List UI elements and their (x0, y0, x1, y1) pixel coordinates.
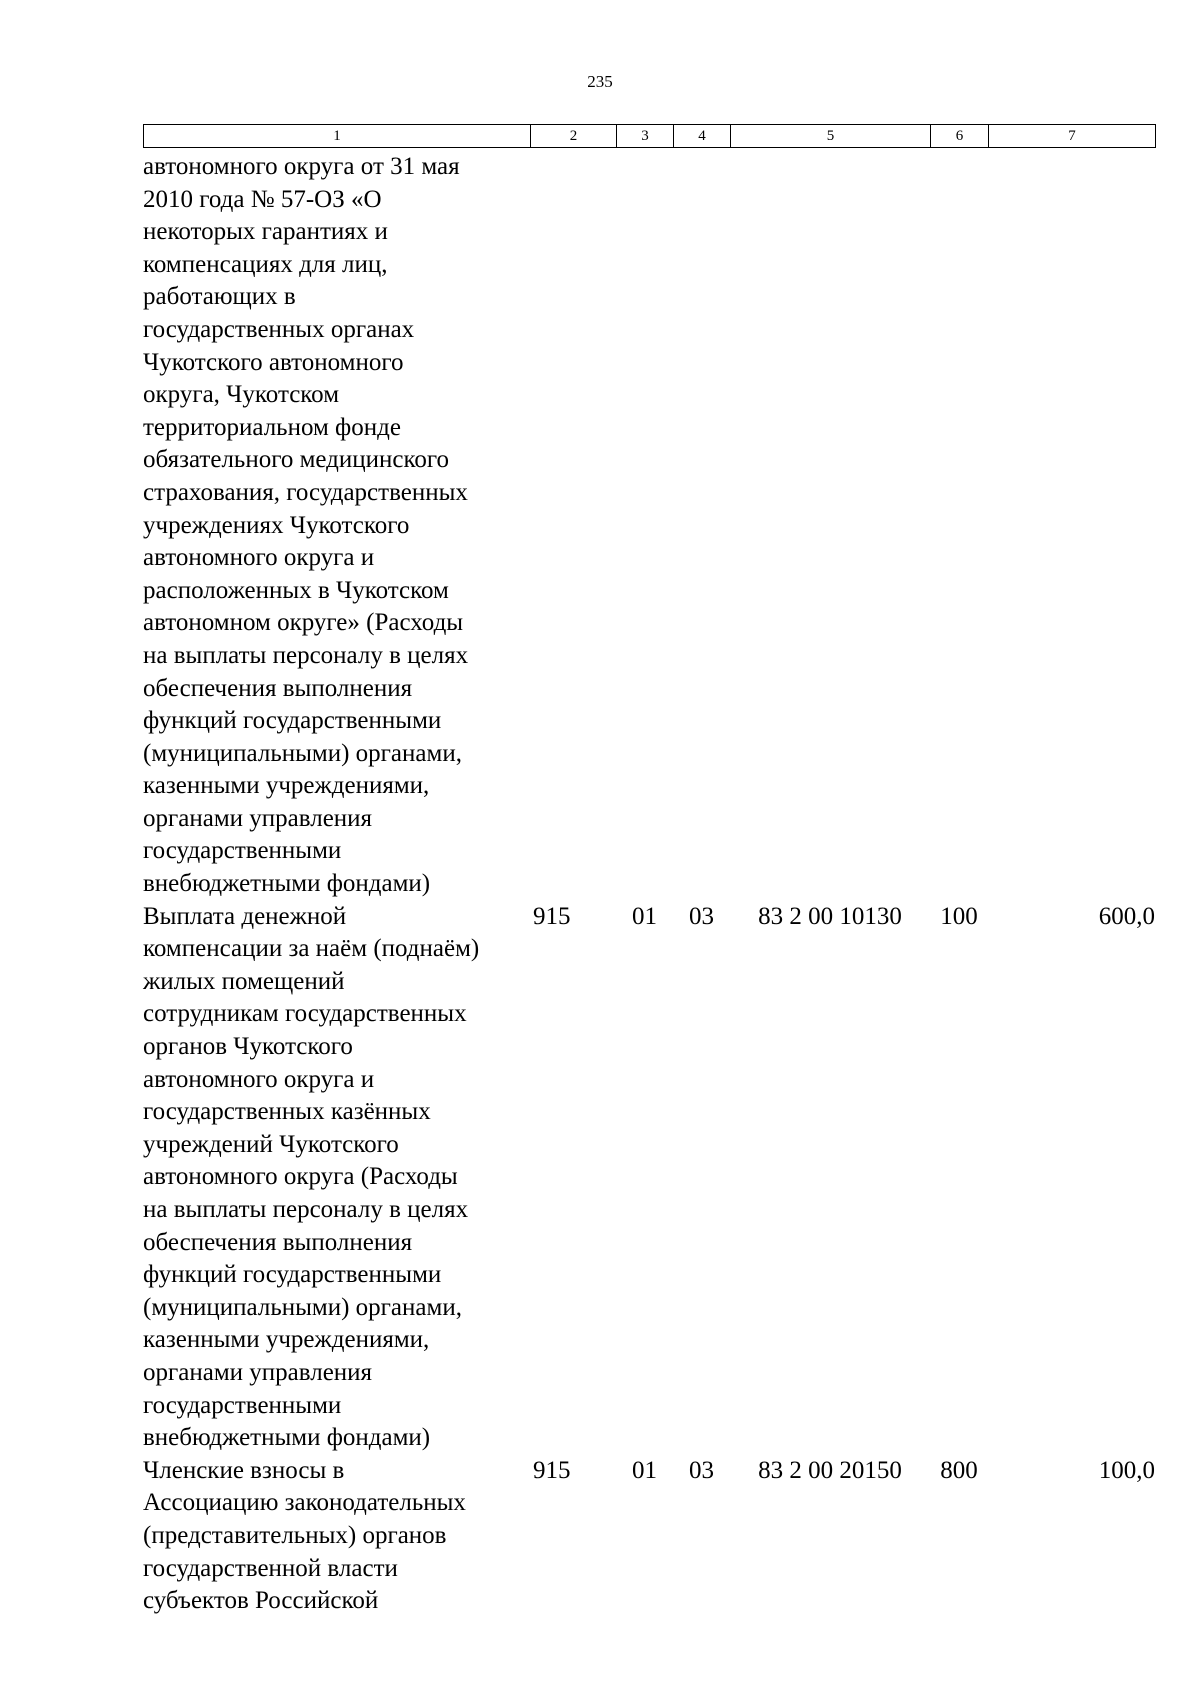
expense-name-line: автономного округа (Расходы (143, 1163, 458, 1191)
expense-name (143, 151, 530, 901)
expense-name (143, 1455, 530, 1618)
expense-name-line: некоторых гарантиях и (143, 218, 388, 246)
header-col-2: 2 (531, 125, 617, 148)
expense-name-line: органами управления (143, 804, 373, 832)
ministry-code: 915 (533, 1456, 571, 1484)
section-code: 01 (632, 1456, 657, 1484)
amount-value (988, 151, 1155, 901)
expense-name-line: обеспечения выполнения (143, 1228, 413, 1256)
expense-name-line: на выплаты персоналу в целях (143, 1196, 469, 1223)
table-row (143, 901, 1155, 1455)
expense-name-line: государственными (143, 1391, 342, 1419)
header-col-6: 6 (931, 125, 989, 148)
expense-name-line: работающих в (143, 283, 296, 311)
expense-type-code: 100 (940, 902, 978, 930)
expense-name-line: государственной власти (143, 1554, 398, 1582)
expense-name-line: казенными учреждениями, (143, 772, 430, 800)
expense-name-line: государственных органах (143, 315, 415, 343)
subsection-code: 03 (689, 902, 714, 930)
expense-name-line: казенными учреждениями, (143, 1326, 430, 1354)
expense-name-line: на выплаты персоналу в целях (143, 641, 469, 669)
expense-name-line: государственных казённых (143, 1098, 431, 1126)
expense-name-line: внебюджетными фондами) (143, 1424, 431, 1452)
expense-name-line: 2010 года № 57-ОЗ «О (143, 185, 382, 213)
amount-value: 100,0 (1098, 1456, 1155, 1484)
page-number: 235 (587, 72, 613, 91)
expense-name (143, 901, 530, 1455)
expense-name-line: обязательного медицинского (143, 446, 450, 474)
section-code (616, 151, 673, 901)
budget-table (143, 151, 1155, 1618)
ministry-code: 915 (533, 902, 571, 930)
expense-name-line: территориальном фонде (143, 413, 401, 441)
header-row (144, 125, 1156, 148)
expense-name-line: учреждений Чукотского (143, 1130, 399, 1158)
subsection-code: 03 (689, 1456, 714, 1484)
expense-name-line: Членские взносы в (143, 1456, 345, 1484)
ministry-code (530, 151, 616, 901)
section-code: 01 (632, 902, 657, 930)
header-col-1: 1 (144, 125, 531, 148)
target-article-code: 83 2 00 20150 (758, 1456, 902, 1484)
expense-name-line: органами управления (143, 1358, 373, 1386)
expense-name-line: (муниципальными) органами, (143, 1293, 462, 1321)
expense-name-line: (представительных) органов (143, 1521, 447, 1549)
expense-name-line: Выплата денежной (143, 902, 347, 930)
header-col-5: 5 (731, 125, 931, 148)
expense-name-line: Ассоциацию законодательных (143, 1489, 466, 1517)
expense-name-line: учреждениях Чукотского (143, 511, 410, 539)
budget-table-body (143, 151, 1155, 1618)
expense-name-line: функций государственными (143, 1261, 442, 1289)
table-row (143, 1455, 1155, 1618)
expense-name-line: сотрудникам государственных (143, 1000, 467, 1028)
target-article-code: 83 2 00 10130 (758, 902, 902, 930)
expense-name-line: органов Чукотского (143, 1033, 353, 1061)
header-col-3: 3 (617, 125, 674, 148)
expense-name-line: (муниципальными) органами, (143, 739, 462, 767)
target-article-code (730, 151, 930, 901)
expense-name-line: жилых помещений (143, 967, 345, 995)
expense-name-line: автономном округе» (Расходы (143, 609, 464, 637)
expense-type-code (930, 151, 988, 901)
expense-name-line: компенсации за наём (поднаём) (143, 935, 480, 963)
expense-name-line: Чукотского автономного (143, 348, 404, 376)
expense-name-line: государственными (143, 837, 342, 865)
expense-name-line: автономного округа и (143, 1065, 375, 1093)
amount-value: 600,0 (1098, 902, 1155, 930)
expense-type-code: 800 (940, 1456, 978, 1484)
subsection-code (673, 151, 730, 901)
header-col-7: 7 (989, 125, 1156, 148)
expense-name-line: автономного округа и (143, 544, 375, 572)
expense-name-line: автономного округа от 31 мая (143, 153, 460, 180)
expense-name-line: обеспечения выполнения (143, 674, 413, 702)
expense-name-line: страхования, государственных (143, 478, 468, 506)
expense-name-line: округа, Чукотском (143, 381, 340, 409)
expense-name-line: субъектов Российской (143, 1587, 379, 1615)
expense-name-line: функций государственными (143, 707, 442, 735)
expense-name-line: компенсациях для лиц, (143, 250, 388, 278)
expense-name-line: расположенных в Чукотском (143, 576, 449, 604)
column-number-header (143, 124, 1156, 148)
expense-name-line: внебюджетными фондами) (143, 870, 431, 898)
table-row (143, 151, 1155, 901)
header-col-4: 4 (674, 125, 731, 148)
